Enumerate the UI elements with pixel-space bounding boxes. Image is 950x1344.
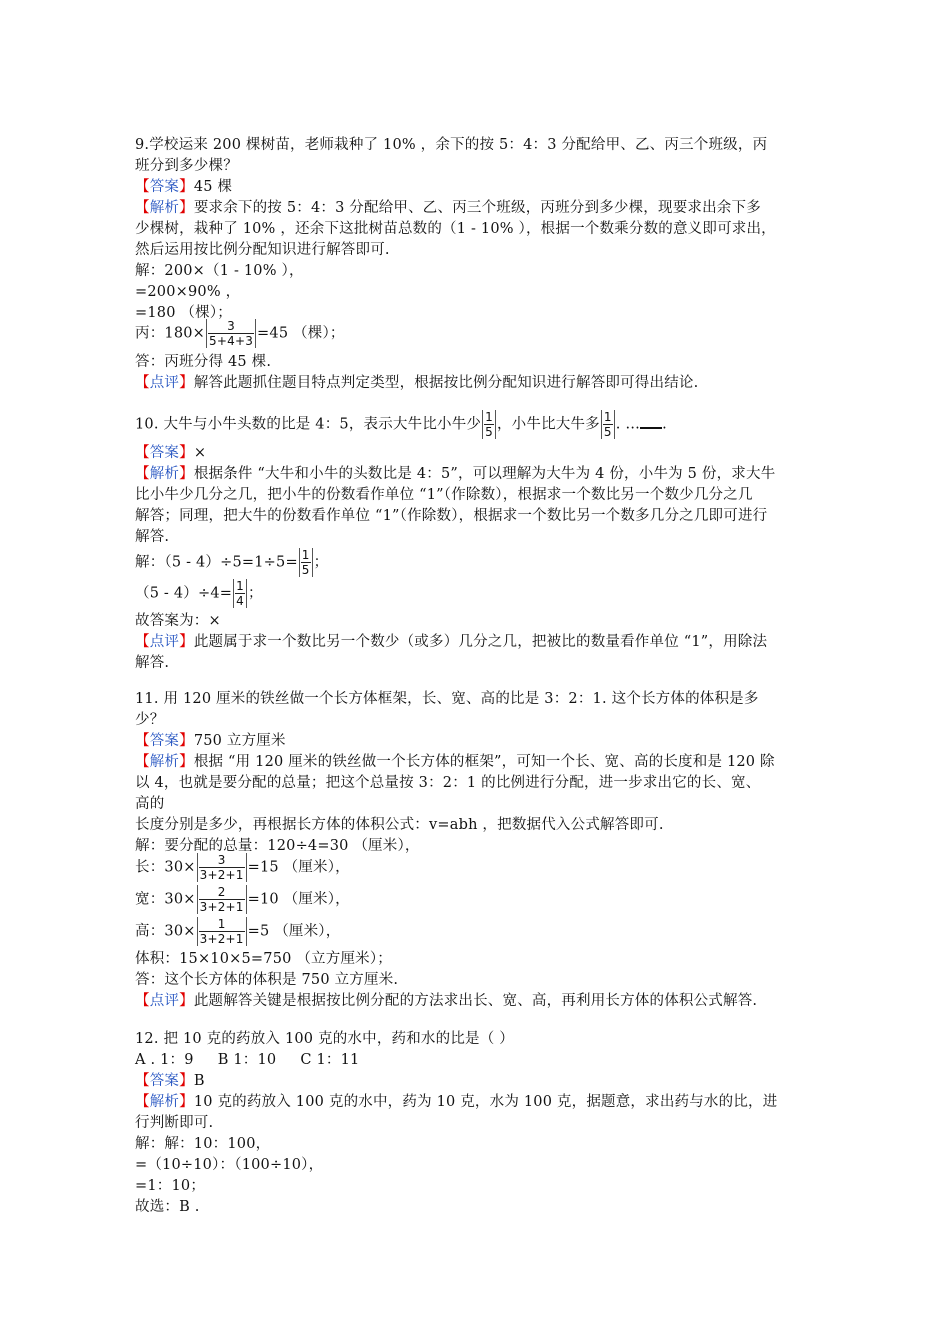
q9-stem-line2: 班分到多少棵？	[135, 158, 238, 174]
fraction: $\frac{1}{5}$	[482, 410, 496, 439]
fraction: $\frac{1}{3+2+1}$	[197, 917, 247, 946]
q9-analysis-line3: 然后运用按比例分配知识进行解答即可.	[135, 242, 390, 258]
fraction: $\frac{1}{4}$	[233, 579, 247, 608]
q12-solution-line4: 故选：B .	[135, 1199, 200, 1215]
q9-analysis-line2: 少棵树，栽种了 10% ，还余下这批树苗总数的（1 - 10% ），根据一个数乘分数的意义即可求出，	[135, 221, 776, 237]
q11-solution-height: 高：30× $\frac{1}{3+2+1}$ =5 （厘米），	[135, 917, 341, 946]
q10-solution-line1: 解：（5 - 4）÷5=1÷5= $\frac{1}{5}$ ；	[135, 548, 329, 577]
q9-analysis-line1: 【解析】要求余下的按 5：4：3 分配给甲、乙、丙三个班级，丙班分到多少棵，现要求出余下多	[135, 200, 761, 216]
q11-solution-line1: 解：要分配的总量：120÷4=30 （厘米），	[135, 838, 420, 854]
q12-analysis-line1: 【解析】10 克的药放入 100 克的水中，药为 10 克，水为 100 克，据题意，求出药与水的比，进	[135, 1094, 778, 1110]
analysis-tag: 解析	[149, 466, 180, 482]
q11-answer: 【答案】750 立方厘米	[135, 733, 286, 749]
answer-tag: 答案	[149, 179, 180, 195]
answer-text: 45 棵	[193, 179, 233, 195]
answer-blank	[640, 415, 662, 429]
q11-stem-line1: 11. 用 120 厘米的铁丝做一个长方体框架，长、宽、高的比是 3：2：1. 这个长方体的体积是多	[135, 691, 759, 707]
q11-solution-length: 长：30× $\frac{3}{3+2+1}$ =15 （厘米），	[135, 853, 350, 882]
q9-comment: 【点评】解答此题抓住题目特点判定类型，根据按比例分配知识进行解答即可得出结论.	[135, 375, 699, 391]
fraction: $\frac{1}{5}$	[299, 548, 313, 577]
q12-answer: 【答案】B	[135, 1073, 205, 1089]
q11-solution-width: 宽：30× $\frac{2}{3+2+1}$ =10 （厘米），	[135, 885, 350, 914]
q9-solution-line3: =180 （棵）；	[135, 305, 232, 321]
q11-comment: 【点评】此题解答关键是根据按比例分配的方法求出长、宽、高，再利用长方体的体积公式解答.	[135, 993, 758, 1009]
analysis-tag: 解析	[149, 1094, 180, 1110]
q11-solution-answer: 答：这个长方体的体积是 750 立方厘米.	[135, 972, 399, 988]
analysis-tag: 解析	[149, 200, 180, 216]
q12-solution-line3: =1：10；	[135, 1178, 206, 1194]
q10-answer: 【答案】×	[135, 445, 207, 461]
q12-options: A . 1：9 B 1：10 C 1：11	[135, 1052, 360, 1068]
comment-tag: 点评	[149, 993, 180, 1009]
q10-comment-line1: 【点评】此题属于求一个数比另一个数少（或多）几分之几，把被比的数量看作单位 “1”，用除法	[135, 634, 768, 650]
comment-tag: 点评	[149, 634, 180, 650]
fraction: $\frac{3}{5+4+3}$	[206, 319, 256, 348]
q11-analysis-line1: 【解析】根据 “用 120 厘米的铁丝做一个长方体的框架”，可知一个长、宽、高的长度和是 120 除	[135, 754, 775, 770]
q9-solution-line4: 丙：180× $\frac{3}{5+4+3}$ =45 （棵）；	[135, 319, 345, 348]
answer-tag: 答案	[149, 1073, 180, 1089]
analysis-tag: 解析	[149, 754, 180, 770]
q9-answer: 【答案】45 棵	[135, 179, 233, 195]
q12-solution-line2: =（10÷10）：（100÷10），	[135, 1157, 324, 1173]
fraction: $\frac{2}{3+2+1}$	[197, 885, 247, 914]
q11-analysis-line3: 高的	[135, 796, 165, 812]
q9-solution-line2: =200×90% ，	[135, 284, 241, 300]
q10-solution-line3: 故答案为：×	[135, 613, 221, 629]
q10-comment-line2: 解答.	[135, 655, 170, 671]
q10-analysis-line3: 解答；同理，把大牛的份数看作单位 “1”（作除数），根据求一个数比另一个数多几分之几即可进行	[135, 508, 768, 524]
answer-tag: 答案	[149, 733, 180, 749]
q12-solution-line1: 解：解：10：100，	[135, 1136, 271, 1152]
q10-stem-line1: 10. 大牛与小牛头数的比是 4：5，表示大牛比小牛少 $\frac{1}{5}$ ，小牛比大牛多 $\frac{1}{5}$ . … .	[135, 410, 667, 439]
q10-analysis-line2: 比小牛少几分之几，把小牛的份数看作单位 “1”（作除数），根据求一个数比另一个数少几分之几	[135, 487, 753, 503]
q11-analysis-line4: 长度分别是多少，再根据长方体的体积公式：v=abh ，把数据代入公式解答即可.	[135, 817, 664, 833]
q9-solution-line1: 解：200×（1 - 10% ），	[135, 263, 304, 279]
q11-analysis-line2: 以 4，也就是要分配的总量；把这个总量按 3：2：1 的比例进行分配，进一步求出它的长、宽、	[135, 775, 761, 791]
q10-analysis-line1: 【解析】根据条件 “大牛和小牛的头数比是 4：5”，可以理解为大牛为 4 份，小牛为 5 份，求大牛	[135, 466, 776, 482]
fraction: $\frac{3}{3+2+1}$	[197, 853, 247, 882]
q10-solution-line2: （5 - 4）÷4= $\frac{1}{4}$ ；	[135, 579, 263, 608]
answer-text: 750 立方厘米	[193, 733, 286, 749]
answer-text: B	[193, 1073, 205, 1089]
q9-stem-line1: 9.学校运来 200 棵树苗，老师栽种了 10% ，余下的按 5：4：3 分配给甲、乙、丙三个班级，丙	[135, 137, 768, 153]
q11-solution-volume: 体积：15×10×5=750 （立方厘米）；	[135, 951, 393, 967]
q9-solution-line5: 答：丙班分得 45 棵.	[135, 354, 272, 370]
fraction: $\frac{1}{5}$	[601, 410, 615, 439]
comment-tag: 点评	[149, 375, 180, 391]
answer-text: ×	[193, 445, 207, 461]
answer-tag: 答案	[149, 445, 180, 461]
q12-stem-line1: 12. 把 10 克的药放入 100 克的水中，药和水的比是（ ）	[135, 1031, 514, 1047]
q12-analysis-line2: 行判断即可.	[135, 1115, 214, 1131]
q10-analysis-line4: 解答.	[135, 529, 170, 545]
q11-stem-line2: 少？	[135, 712, 165, 728]
